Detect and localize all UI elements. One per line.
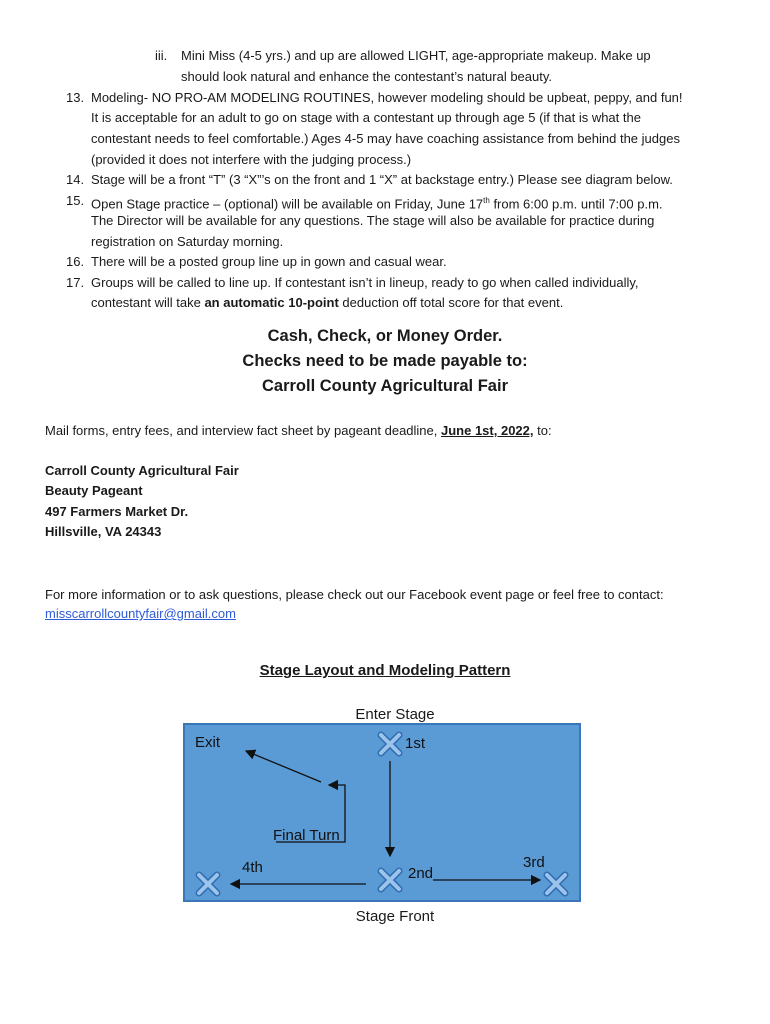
rule-number: 16. — [66, 254, 85, 269]
rule-emphasis: an automatic 10-point — [204, 295, 339, 310]
enter-stage-label: Enter Stage — [355, 706, 435, 723]
final-turn-label: Final Turn — [273, 827, 340, 844]
fourth-position-label: 4th — [242, 859, 263, 876]
third-position-label: 3rd — [523, 854, 545, 871]
second-position-label: 2nd — [408, 865, 434, 882]
rule-number: 14. — [66, 172, 85, 187]
deadline-date: June 1st, 2022, — [441, 423, 534, 438]
rule-number: 13. — [66, 90, 85, 105]
sub-item-line: Mini Miss (4-5 yrs.) and up are allowed LIGHT, age-appropriate makeup. Make up — [181, 48, 651, 63]
payment-method: Cash, Check, or Money Order. — [267, 327, 503, 345]
mail-text: Mail forms, entry fees, and interview fact sheet by pageant deadline, — [45, 423, 441, 438]
superscript: th — [483, 196, 490, 205]
rule-line: contestant needs to feel comfortable.) Ages 4-5 may have coaching assistance from behind the judges — [91, 131, 680, 146]
rule-text: from 6:00 p.m. until 7:00 p.m. — [489, 196, 663, 212]
rule-text: deduction off total score for that event. — [338, 295, 564, 310]
rule-number: 15. — [66, 193, 85, 208]
stage-front-label: Stage Front — [355, 908, 435, 925]
rule-line: registration on Saturday morning. — [91, 234, 284, 249]
address-line: Hillsville, VA 24343 — [45, 524, 162, 539]
rule-line: Groups will be called to line up. If contestant isn’t in lineup, ready to go when called individually, — [91, 275, 639, 290]
rule-line: It is acceptable for an adult to go on stage with a contestant up through age 5 (if that is what the — [91, 110, 641, 125]
rule-line: There will be a posted group line up in gown and casual wear. — [91, 254, 447, 269]
payable-to-label: Checks need to be made payable to: — [242, 352, 528, 370]
stage-diagram — [183, 723, 581, 902]
first-position-label: 1st — [405, 735, 426, 752]
rule-line: Modeling- NO PRO-AM MODELING ROUTINES, however modeling should be upbeat, peppy, and fun! — [91, 90, 683, 105]
diagram-title: Stage Layout and Modeling Pattern — [259, 662, 511, 679]
rule-line: Stage will be a front “T” (3 “X”’s on the front and 1 “X” at backstage entry.) Please see diagram below. — [91, 172, 673, 187]
contact-email-link[interactable]: misscarrollcountyfair@gmail.com — [45, 606, 236, 621]
rule-text: contestant will take — [91, 295, 205, 310]
address-line: 497 Farmers Market Dr. — [45, 504, 189, 519]
rule-line — [91, 293, 563, 313]
payee-name: Carroll County Agricultural Fair — [261, 377, 508, 395]
rule-line: The Director will be available for any questions. The stage will also be available for practice during — [91, 213, 655, 228]
mail-instructions — [45, 421, 552, 441]
rule-number: 17. — [66, 275, 85, 290]
sub-item-line: should look natural and enhance the contestant’s natural beauty. — [181, 69, 553, 84]
mail-text-after: to: — [533, 423, 552, 438]
rule-line: (provided it does not interfere with the judging process.) — [91, 152, 412, 167]
address-line: Beauty Pageant — [45, 483, 143, 498]
address-line: Carroll County Agricultural Fair — [45, 463, 239, 478]
contact-info: For more information or to ask questions, please check out our Facebook event page or feel free to contact: — [45, 587, 664, 602]
exit-label: Exit — [195, 734, 221, 751]
sub-item-marker: iii. — [155, 48, 168, 63]
rule-text: Open Stage practice – (optional) will be available on Friday, June 17 — [91, 196, 484, 212]
